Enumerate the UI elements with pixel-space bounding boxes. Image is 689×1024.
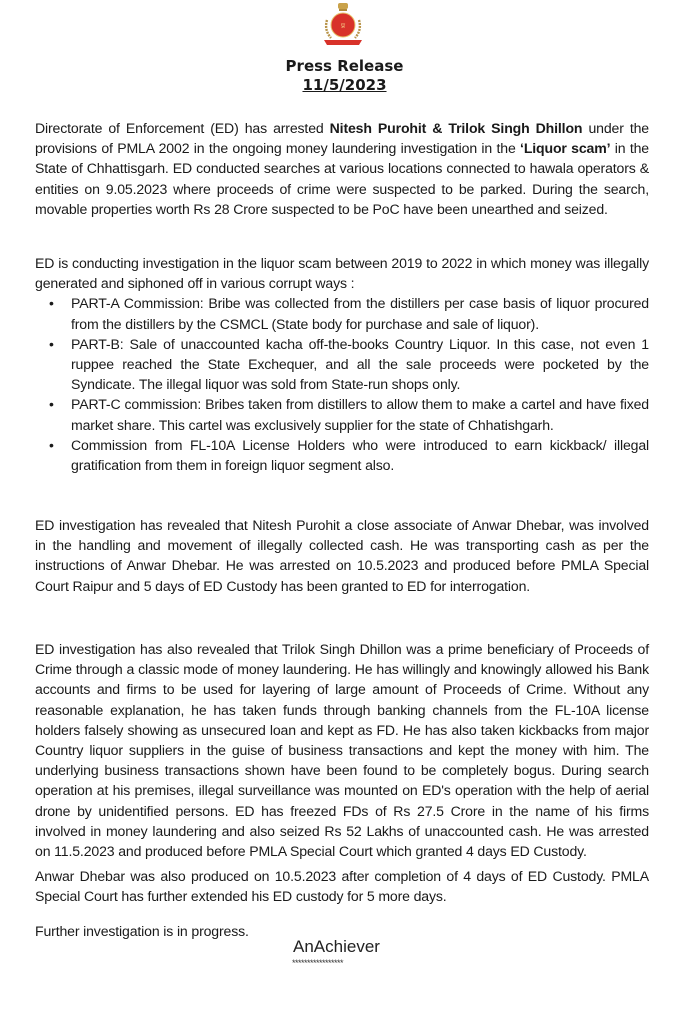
list-item: • Commission from FL-10A License Holders who were introduced to earn kickback/ illegal gratification from them in foreign liquor segment also. (71, 435, 649, 475)
signature-name: AnAchiever (293, 937, 380, 956)
paragraph-nitesh-purohit: ED investigation has revealed that Nitesh Purohit a close associate of Anwar Dhebar, was involved in the handling and movement of illegally collected cash. He was transporting cash as per the instructions of Anwar Dhebar. He was arrested on 10.5.2023 and produced before PMLA Special Court Raipur and 5 days of ED Custody has been granted to ED for interrogation. (35, 517, 649, 594)
svg-text:प्र: प्र (341, 22, 345, 30)
release-date: 11/5/2023 (302, 76, 387, 94)
header (0, 56, 689, 94)
case-name: ‘Liquor scam’ (520, 140, 611, 157)
text-span: under the provisions of PMLA 2002 in the ongoing money laundering investigation in the (35, 120, 649, 157)
text-span: in the State of Chhattisgarh. ED conducted searches at various locations connected to hawala operators & entities on 9.05.2023 where proceeds of crime were suspected to be parked. During the search, movable properties worth Rs 28 Crore suspected to be PoC have been unearthed and seized. (35, 140, 649, 217)
ed-emblem-icon (318, 2, 368, 48)
list-item: • PART-C commission: Bribes taken from distillers to allow them to make a cartel and have fixed market share. This cartel was exclusively supplier for the state of Chhatishgarh. (71, 394, 649, 434)
accused-names: Nitesh Purohit & Trilok Singh Dhillon (329, 120, 583, 136)
page-title: Press Release (285, 57, 404, 75)
paragraph-closing: Further investigation is in progress. (35, 923, 249, 939)
text-span: Directorate of Enforcement (ED) has arrested (35, 120, 330, 136)
paragraph-anwar-dhebar: Anwar Dhebar was also produced on 10.5.2023 after completion of 4 days of ED Custody. PMLA Special Court has further extended his ED custody for 5 more days. (35, 868, 649, 905)
scam-intro: ED is conducting investigation in the liquor scam between 2019 to 2022 in which money was illegally generated and siphoned off in various corrupt ways : (35, 255, 649, 292)
scam-modes-list (35, 293, 649, 475)
paragraph-trilok-singh-dhillon: ED investigation has also revealed that Trilok Singh Dhillon was a prime beneficiary of Proceeds of Crime through a classic mode of money laundering. He has willingly and knowingly allowed his Bank accounts and firms to be used for layering of large amount of Proceeds of Crime. Without any reasonable explanation, he has taken funds through banking channels from the FL-10A license holders falsely showing as unsecured loan and kept as FD. He has also taken kickbacks from major Country liquor suppliers in the guise of business transactions and kept the money with him. The underlying business transactions shown have been found to be completely bogus. During search operation at his premises, illegal surveillance was mounted on ED's operation with the help of aerial drone by unidentified persons. ED has freezed FDs of Rs 27.5 Crore in the name of his firms involved in money laundering and also seized Rs 52 Lakhs of unaccounted cash. He was arrested on 11.5.2023 and produced before PMLA Special Court which granted 4 days ED Custody. (35, 641, 649, 860)
list-item: • PART-B: Sale of unaccounted kacha off-the-books Country Liquor. In this case, not even 1 ruppee reached the State Exchequer, and all the sale proceeds were pocketed by the Syndicate. The illegal liquor was sold from State-run shops only. (71, 334, 649, 395)
paragraph-arrest-summary (35, 118, 649, 219)
paragraph-scam-modes (35, 253, 649, 475)
list-item: • PART-A Commission: Bribe was collected from the distillers per case basis of liquor procured from the distillers by the CSMCL (State body for purchase and sale of liquor). (71, 293, 649, 333)
signature-stars: ***************** (292, 958, 344, 968)
